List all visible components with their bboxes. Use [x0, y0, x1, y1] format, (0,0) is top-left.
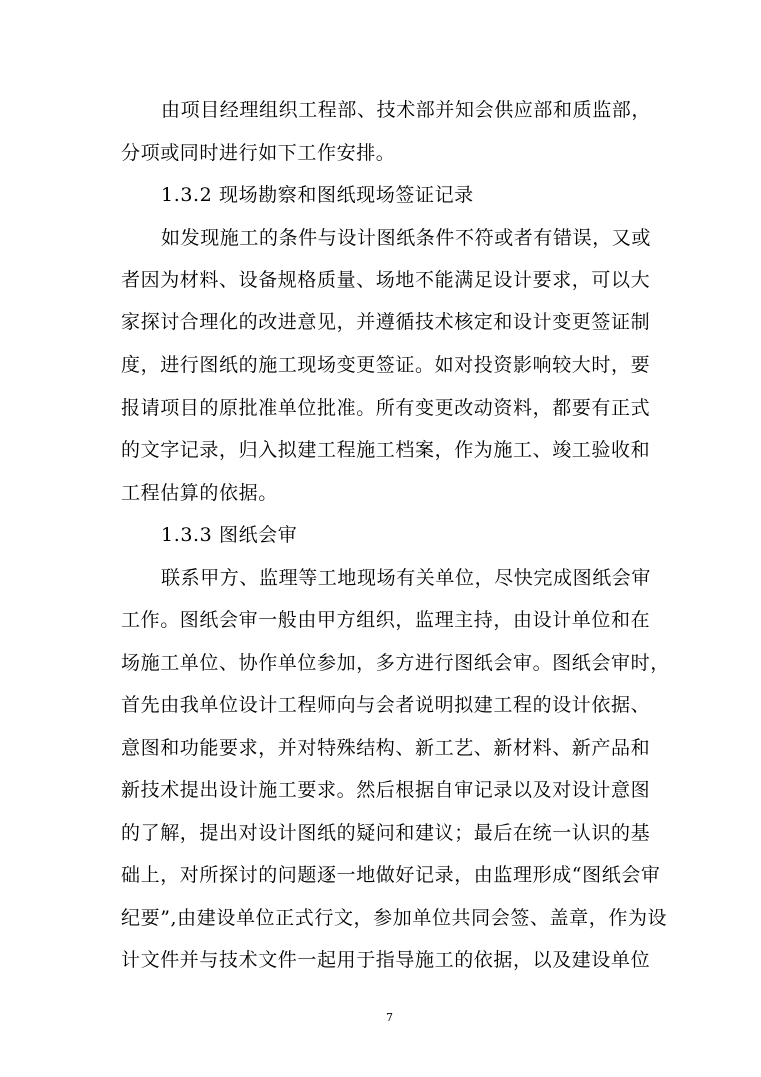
section-heading-1-3-2: 1.3.2 现场勘察和图纸现场签证记录 [161, 184, 474, 206]
paragraph-line-4: 者因为材料、设备规格质量、场地不能满足设计要求，可以大 [121, 269, 651, 291]
paragraph-line-5: 家探讨合理化的改进意见，并遵循技术核定和设计变更签证制 [121, 311, 651, 333]
paragraph-line-15: 新技术提出设计施工要求。然后根据自审记录以及对设计意图 [121, 779, 651, 801]
paragraph-line-19: 计文件并与技术文件一起用于指导施工的依据，以及建设单位 [121, 949, 651, 971]
paragraph-line-3: 如发现施工的条件与设计图纸条件不符或者有错误，又或 [161, 227, 652, 249]
page-number: 7 [386, 1011, 393, 1024]
paragraph-line-13: 首先由我单位设计工程师向与会者说明拟建工程的设计依据、 [121, 694, 651, 716]
paragraph-line-2: 分项或同时进行如下工作安排。 [121, 142, 396, 164]
paragraph-line-17: 础上，对所探讨的问题逐一地做好记录，由监理形成“图纸会审 [121, 864, 661, 886]
paragraph-line-7: 报请项目的原批准单位批准。所有变更改动资料，都要有正式 [121, 397, 651, 419]
paragraph-line-9: 工程估算的依据。 [121, 482, 278, 504]
paragraph-line-10: 联系甲方、监理等工地现场有关单位，尽快完成图纸会审 [161, 567, 652, 589]
paragraph-line-12: 场施工单位、协作单位参加，多方进行图纸会审。图纸会审时， [121, 652, 670, 674]
paragraph-line-18: 纪要”,由建设单位正式行文，参加单位共同会签、盖章，作为设 [121, 907, 668, 929]
section-heading-1-3-3: 1.3.3 图纸会审 [161, 524, 298, 546]
paragraph-line-1: 由项目经理组织工程部、技术部并知会供应部和质监部， [161, 99, 652, 121]
paragraph-line-11: 工作。图纸会审一般由甲方组织，监理主持，由设计单位和在 [121, 609, 651, 631]
paragraph-line-14: 意图和功能要求，并对特殊结构、新工艺、新材料、新产品和 [121, 737, 651, 759]
paragraph-line-16: 的了解，提出对设计图纸的疑问和建议；最后在统一认识的基 [121, 822, 651, 844]
paragraph-line-8: 的文字记录，归入拟建工程施工档案，作为施工、竣工验收和 [121, 439, 651, 461]
paragraph-line-6: 度，进行图纸的施工现场变更签证。如对投资影响较大时，要 [121, 354, 651, 376]
